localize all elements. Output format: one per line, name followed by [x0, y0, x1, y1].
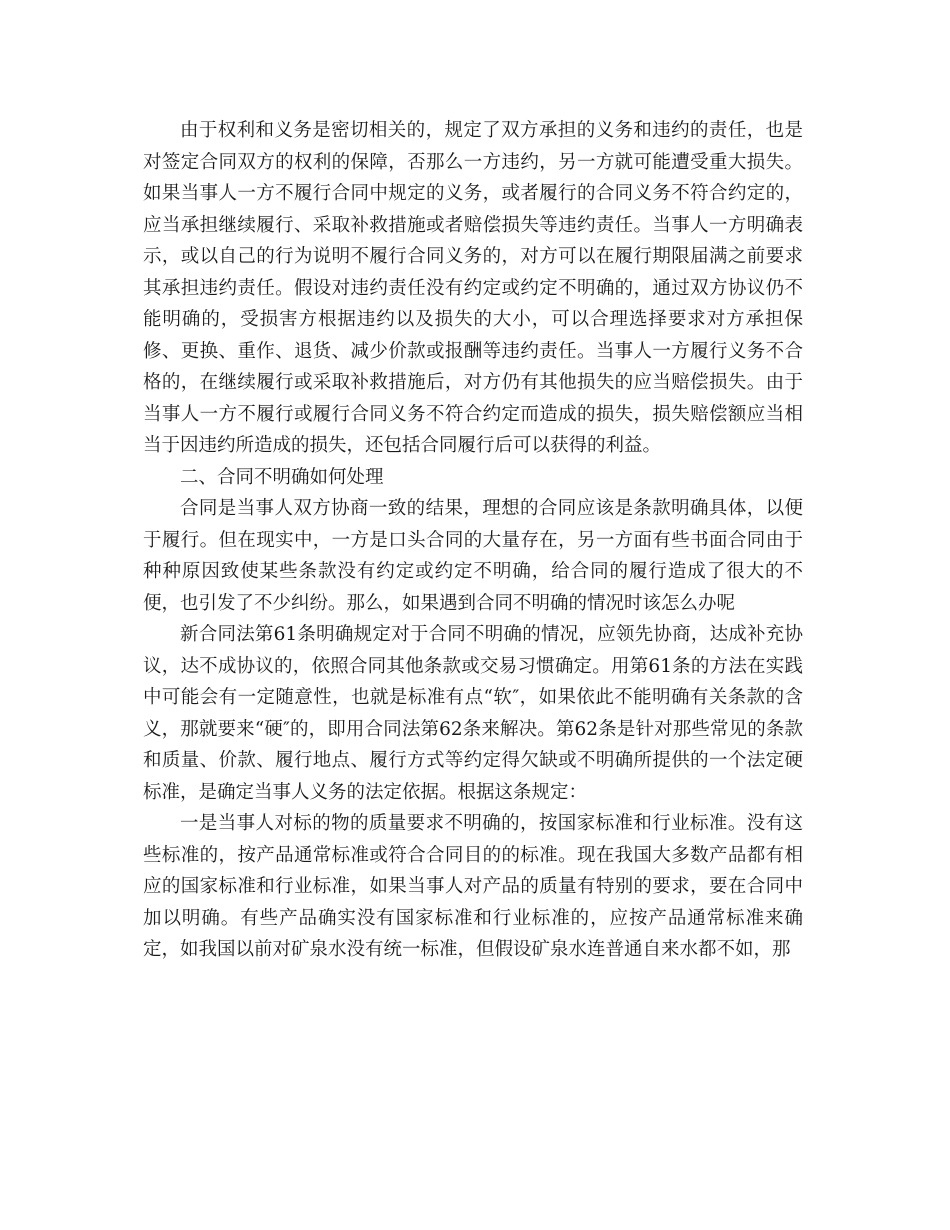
paragraph-contract-ideal: 合同是当事人双方协商一致的结果，理想的合同应该是条款明确具体，以便于履行。但在现实中，一方是口头合同的大量存在，另一方面有些书面合同由于种种原因致使某些条款没有约定或约定不明确，给合同的履行造成了很大的不便，也引发了不少纠纷。那么，如果遇到合同不明确的情况时该怎么办呢 [143, 498, 803, 614]
section-heading-unclear-contract: 二、合同不明确如何处理 [180, 466, 384, 488]
document-body [143, 115, 803, 966]
paragraph-quality-standard: 一是当事人对标的物的质量要求不明确的，按国家标准和行业标准。没有这些标准的，按产品通常标准或符合合同目的的标准。现在我国大多数产品都有相应的国家标准和行业标准，如果当事人对产品的质量有特别的要求，要在合同中加以明确。有些产品确实没有国家标准和行业标准的，应按产品通常标准来确定，如我国以前对矿泉水没有统一标准，但假设矿泉水连普通自来水都不如，那 [143, 813, 803, 960]
paragraph-article-61-62: 新合同法第61条明确规定对于合同不明确的情况，应领先协商，达成补充协议，达不成协议的，依照合同其他条款或交易习惯确定。用第61条的方法在实践中可能会有一定随意性，也就是标准有点“软″，如果依此不能明确有关条款的含义，那就要来“硬″的，即用合同法第62条来解决。第62条是针对那些常见的条款和质量、价款、履行地点、履行方式等约定得欠缺或不明确所提供的一个法定硬标准，是确定当事人义务的法定依据。根据这条规定： [143, 624, 803, 803]
paragraph-breach-liability: 由于权利和义务是密切相关的，规定了双方承担的义务和违约的责任，也是对签定合同双方的权利的保障，否那么一方违约，另一方就可能遭受重大损失。如果当事人一方不履行合同中规定的义务，或者履行的合同义务不符合约定的，应当承担继续履行、采取补救措施或者赔偿损失等违约责任。当事人一方明确表示，或以自己的行为说明不履行合同义务的，对方可以在履行期限届满之前要求其承担违约责任。假设对违约责任没有约定或约定不明确的，通过双方协议仍不能明确的，受损害方根据违约以及损失的大小，可以合理选择要求对方承担保修、更换、重作、退货、减少价款或报酬等违约责任。当事人一方履行义务不合格的，在继续履行或采取补救措施后，对方仍有其他损失的应当赔偿损失。由于当事人一方不履行或履行合同义务不符合约定而造成的损失，损失赔偿额应当相当于因违约所造成的损失，还包括合同履行后可以获得的利益。 [143, 120, 803, 456]
